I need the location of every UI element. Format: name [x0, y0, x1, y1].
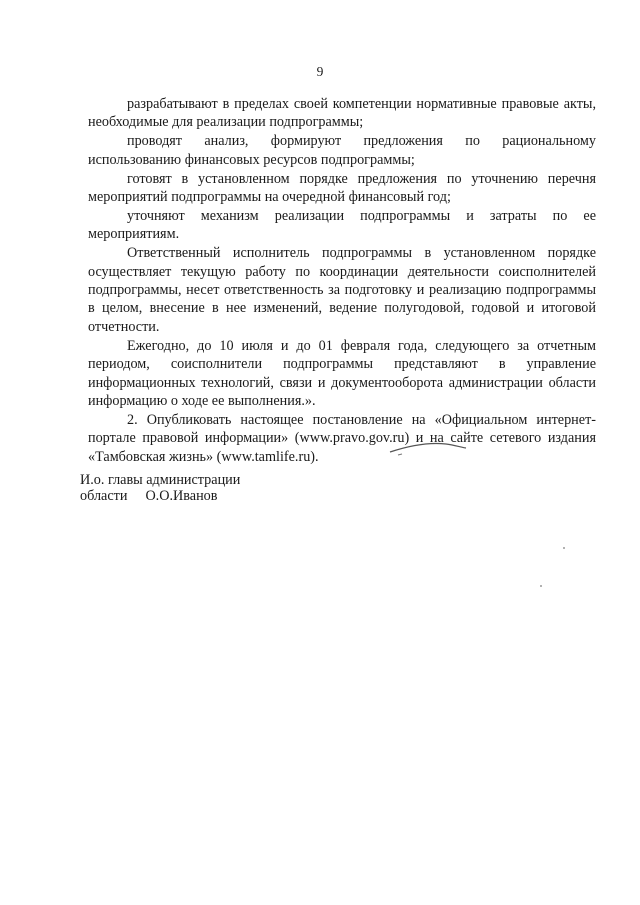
signatory-line — [80, 488, 240, 504]
signatory-name: О.О.Иванов — [145, 488, 218, 504]
page-number: 9 — [316, 64, 324, 79]
scan-speck — [563, 547, 565, 549]
signatory-position: И.о. главы администрации — [80, 472, 241, 488]
scan-speck — [540, 585, 542, 587]
signature-block — [80, 472, 240, 504]
signatory-position-cont: области — [80, 488, 128, 504]
paragraph: проводят анализ, формируют предложения по рациональному использованию финансовых ресурсов подпрограммы; — [88, 133, 596, 168]
paragraph: готовят в установленном порядке предложения по уточнению перечня мероприятий подпрограммы на очередной финансовый год; — [88, 170, 596, 206]
paragraph: уточняют механизм реализации подпрограммы и затраты по ее мероприятиям. — [88, 207, 596, 243]
paragraph: разрабатывают в пределах своей компетенции нормативные правовые акты, необходимые для реализации подпрограммы; — [88, 96, 596, 131]
document-body — [88, 95, 596, 467]
paragraph: Ежегодно, до 10 июля и до 01 февраля года, следующего за отчетным периодом, соисполнители подпрограммы представляют в управление информационных технологий, связи и документооборота администрации области информацию о ходе ее выполнения.». — [88, 337, 596, 409]
paragraph: 2. Опубликовать настоящее постановление на «Официальном интернет-портале правовой информации» (www.pravo.gov.ru) и на сайте сетевого издания «Тамбовская жизнь» (www.tamlife.ru). — [88, 411, 596, 465]
signature-stroke — [388, 436, 468, 458]
paragraph: Ответственный исполнитель подпрограммы в установленном порядке осуществляет текущую работу по координации деятельности соисполнителей подпрограммы, несет ответственность за подготовку и реализацию подпрограммы в целом, внесение в нее изменений, ведение полугодовой, годовой и итоговой отчетности. — [88, 245, 596, 335]
